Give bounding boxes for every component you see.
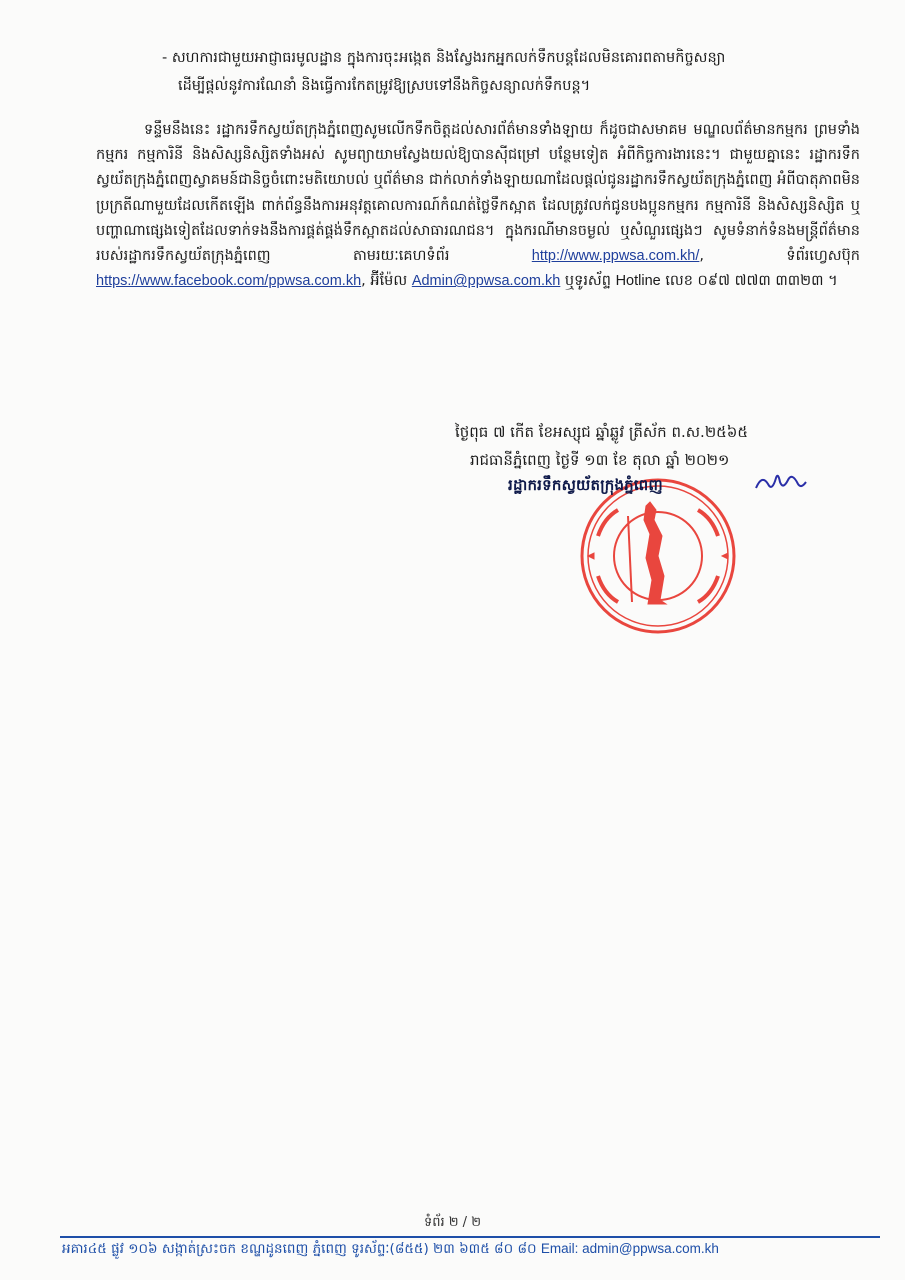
email-link[interactable]: Admin@ppwsa.com.kh [411, 273, 561, 290]
hotline-prefix: ឬទូរស័ព្ទ [564, 273, 611, 290]
email-prefix: , អ៊ីម៉ែល [361, 273, 408, 290]
date-block [455, 418, 865, 474]
body-paragraph [96, 118, 860, 294]
website-link[interactable]: http://www.ppwsa.com.kh/ [531, 248, 700, 265]
facebook-link[interactable]: https://www.facebook.com/ppwsa.com.kh [96, 273, 362, 290]
official-seal-icon [558, 476, 758, 636]
page-number: ទំព័រ ២ / ២ [423, 1215, 482, 1230]
bullet-line-1: - សហការជាមួយអាជ្ញាធរមូលដ្ឋាន ក្នុងការចុះអង្កេត និងស្វែងរកអ្នកលក់ទឹកបន្តដែលមិនគោរពតាមកិច្ចសន្យា [162, 50, 726, 66]
lunar-date: ថ្ងៃពុធ ៧ កើត ខែអស្សុជ ឆ្នាំឆ្លូវ ត្រីស័ក ព.ស.២៥៦៥ [455, 423, 749, 441]
footer-divider [60, 1236, 880, 1238]
bullet-item [162, 44, 862, 100]
footer-address: អគារ៤៥ ផ្លូវ ១០៦ សង្កាត់ស្រះចក ខណ្ឌដូនពេញ ភ្នំពេញ ទូរស័ព្ទៈ(៨៥៥) ២៣ ៦៣៥ ៨០ ៨០ [62, 1241, 537, 1257]
paragraph-text: ទន្ទឹមនឹងនេះ រដ្ឋាករទឹកស្វយ័តក្រុងភ្នំពេញសូមលើកទឹកចិត្តដល់សារព័ត៌មានទាំងឡាយ ក៏ដូចជាសមាគម មណ្ឌលព័ត៌មានកម្មករ ព្រមទាំងកម្មករ កម្មការិនី និងសិស្សនិស្សិតទាំងអស់ សូមព្យាយាមស្វែងយល់ឱ្យបានស៊ីជម្រៅ បន្ថែមទៀត អំពីកិច្ចការងារនេះ។ ជាមួយគ្នានេះ រដ្ឋាករទឹកស្វយ័តក្រុងភ្នំពេញស្វាគមន៍ជានិច្ចចំពោះមតិយោបល់ ឬព័ត៌មាន ជាក់លាក់ទាំងឡាយណាដែលផ្តល់ជូនរដ្ឋាករទឹកស្វយ័តក្រុងភ្នំពេញ អំពីបាតុភាពមិនប្រក្រតីណាមួយដែលកើតឡើង ពាក់ព័ន្ធនឹងការអនុវត្តគោលការណ៍កំណត់ថ្លៃទឹកស្អាត ដែលត្រូវលក់ជូនបងប្អូនកម្មករ កម្មការិនី និងសិស្សនិស្សិត ឬ បញ្ហាណាផ្សេងទៀតដែលទាក់ទងនឹងការផ្គត់ផ្គង់ទឹកស្អាតដល់សាធារណជន។ ក្នុងករណីមានចម្ងល់ ឬសំណួរផ្សេងៗ សូមទំនាក់ទំនងមន្ត្រីព័ត៌មានរបស់រដ្ឋាករទឹកស្វយ័តក្រុងភ្នំពេញ តាមរយៈគេហទំព័រ [96, 122, 860, 265]
footer-email: Email: admin@ppwsa.com.kh [540, 1241, 719, 1256]
punctuation: , [699, 248, 705, 265]
signature-icon [752, 468, 812, 498]
footer [62, 1240, 882, 1260]
signer-name: រដ្ឋាករទឹកស្វយ័តក្រុងភ្នំពេញ [508, 476, 663, 494]
hotline-label: Hotline [615, 273, 661, 290]
facebook-prefix: ទំព័រហ្វេសប៊ុក [786, 248, 861, 265]
bullet-line-2: ដើម្បីផ្តល់នូវការណែនាំ និងធ្វើការកែតម្រូវឱ្យស្របទៅនឹងកិច្ចសន្យាលក់ទឹកបន្ត។ [178, 78, 591, 94]
hotline-number: លេខ ០៩៧ ៧៧៣ ៣៣២៣ ។ [665, 273, 838, 290]
solar-date: រាជធានីភ្នំពេញ ថ្ងៃទី ១៣ ខែ តុលា ឆ្នាំ ២០២១ [470, 451, 730, 469]
